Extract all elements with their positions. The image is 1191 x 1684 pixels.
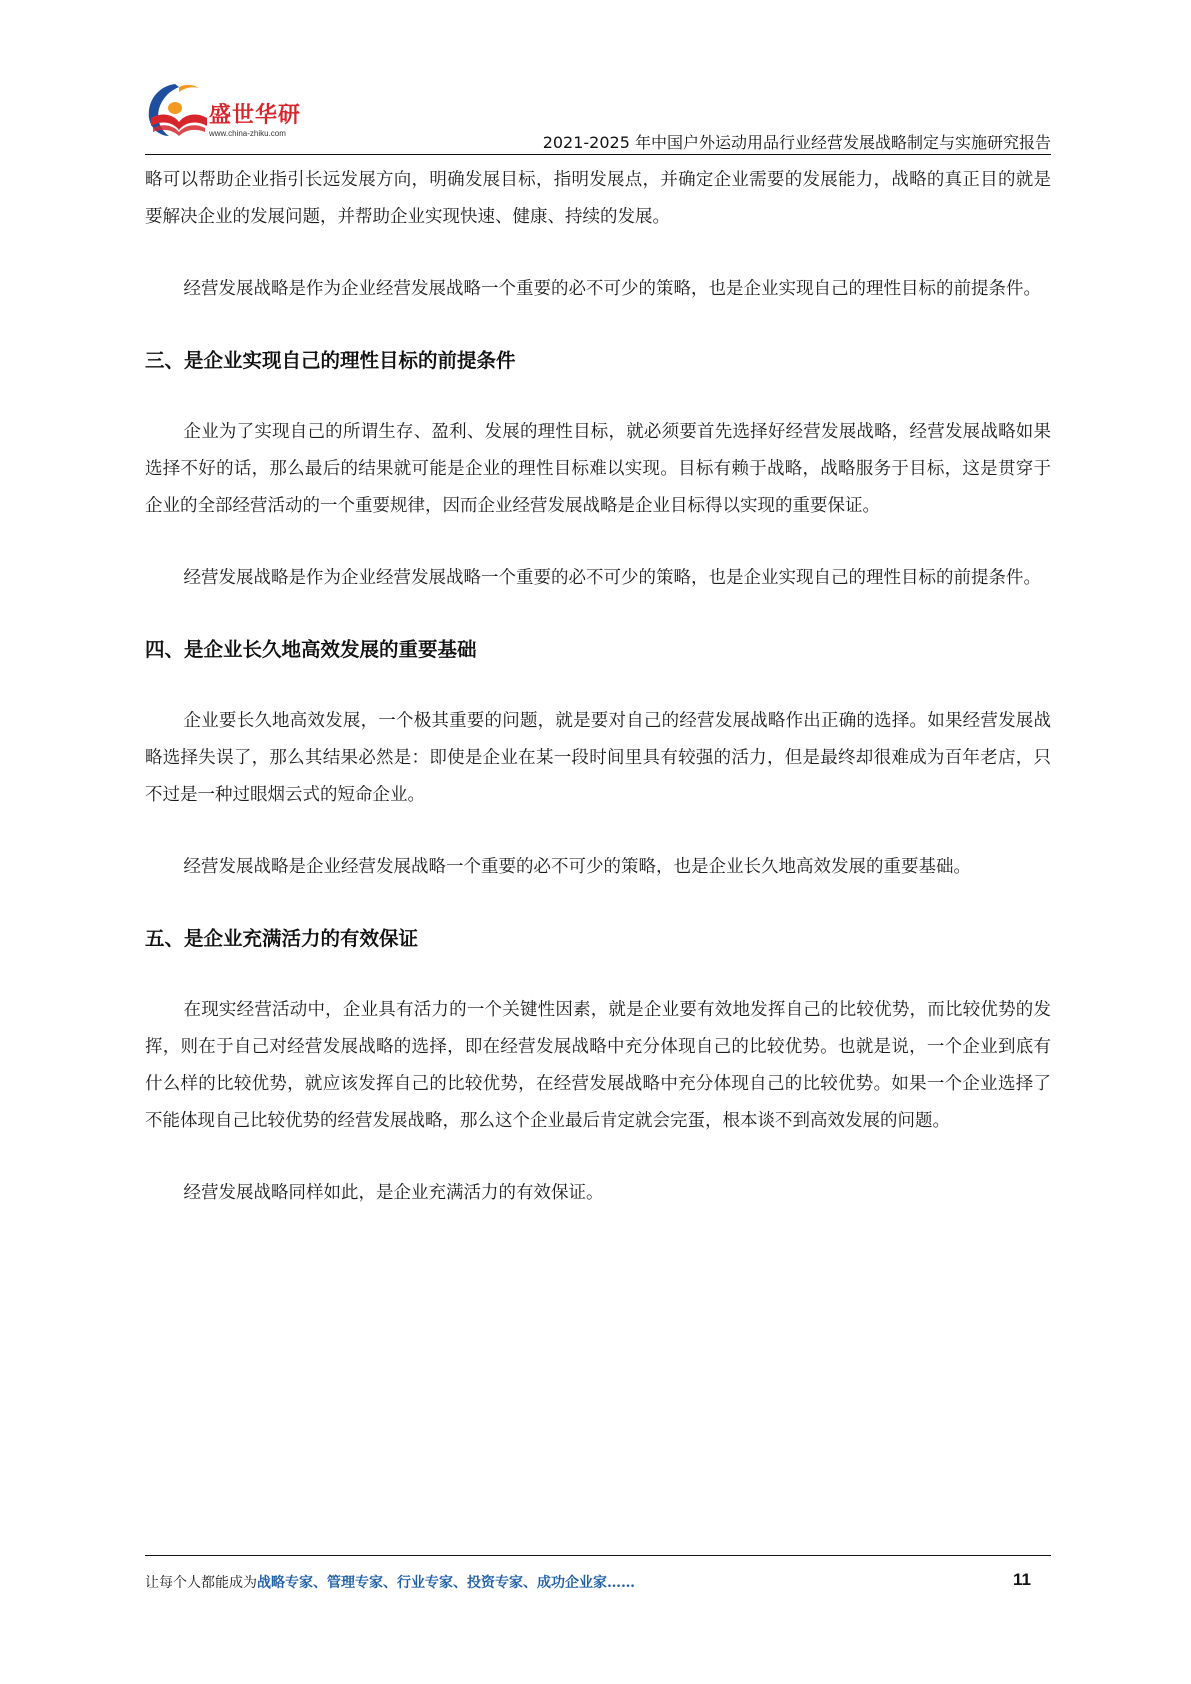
page-header <box>145 78 1051 158</box>
logo-url: www.china-zhiku.com <box>209 129 286 138</box>
book-swoosh-logo-icon <box>145 78 209 148</box>
spacer <box>145 1140 1051 1175</box>
spacer <box>145 308 1051 343</box>
spacer <box>145 814 1051 849</box>
page-number: 11 <box>1013 1570 1031 1589</box>
main-content <box>145 162 1051 1212</box>
page-footer <box>145 1572 1051 1596</box>
header-divider <box>145 154 1051 155</box>
paragraph: 经营发展战略是作为企业经营发展战略一个重要的必不可少的策略，也是企业实现自己的理性目标的前提条件。 <box>183 279 1041 299</box>
section-heading: 三、是企业实现自己的理性目标的前提条件 <box>145 349 516 372</box>
spacer <box>145 236 1051 271</box>
logo-wordmark: 盛世华研 <box>209 103 302 128</box>
paragraph: 企业要长久地高效发展，一个极其重要的问题，就是要对自己的经营发展战略作出正确的选择。如果经营发展战略选择失误了，那么其结果必然是：即使是企业在某一段时间里具有较强的活力，但是最终却很难成为百年老店，只不过是一种过眼烟云式的短命企业。 <box>145 711 1051 805</box>
paragraph: 在现实经营活动中，企业具有活力的一个关键性因素，就是企业要有效地发挥自己的比较优势，而比较优势的发挥，则在于自己对经营发展战略的选择，即在经营发展战略中充分体现自己的比较优势。也就是说，一个企业到底有什么样的比较优势，就应该发挥自己的比较优势，在经营发展战略中充分体现自己的比较优势。如果一个企业选择了不能体现自己比较优势的经营发展战略，那么这个企业最后肯定就会完蛋，根本谈不到高效发展的问题。 <box>145 1000 1051 1131</box>
company-logo <box>145 78 325 148</box>
footer-divider <box>145 1555 1051 1556</box>
section-heading: 五、是企业充满活力的有效保证 <box>145 927 419 950</box>
paragraph: 经营发展战略是作为企业经营发展战略一个重要的必不可少的策略，也是企业实现自己的理性目标的前提条件。 <box>183 568 1041 588</box>
spacer <box>145 597 1051 632</box>
spacer <box>145 379 1051 414</box>
paragraph: 略可以帮助企业指引长远发展方向，明确发展目标，指明发展点，并确定企业需要的发展能力，战略的真正目的就是要解决企业的发展问题，并帮助企业实现快速、健康、持续的发展。 <box>145 170 1051 227</box>
spacer <box>145 957 1051 992</box>
paragraph: 经营发展战略是企业经营发展战略一个重要的必不可少的策略，也是企业长久地高效发展的重要基础。 <box>183 857 971 877</box>
spacer <box>145 668 1051 703</box>
spacer <box>145 525 1051 560</box>
footer-slogan-roles: 战略专家、管理专家、行业专家、投资专家、成功企业家…… <box>257 1575 635 1591</box>
report-title: 2021-2025 年中国户外运动用品行业经营发展战略制定与实施研究报告 <box>542 133 1051 152</box>
paragraph: 经营发展战略同样如此，是企业充满活力的有效保证。 <box>183 1183 604 1203</box>
footer-slogan <box>145 1572 635 1592</box>
paragraph: 企业为了实现自己的所谓生存、盈利、发展的理性目标，就必须要首先选择好经营发展战略，经营发展战略如果选择不好的话，那么最后的结果就可能是企业的理性目标难以实现。目标有赖于战略，战略服务于目标，这是贯穿于企业的全部经营活动的一个重要规律，因而企业经营发展战略是企业目标得以实现的重要保证。 <box>145 422 1051 516</box>
spacer <box>145 886 1051 921</box>
footer-slogan-prefix: 让每个人都能成为 <box>145 1575 257 1591</box>
section-heading: 四、是企业长久地高效发展的重要基础 <box>145 638 477 661</box>
